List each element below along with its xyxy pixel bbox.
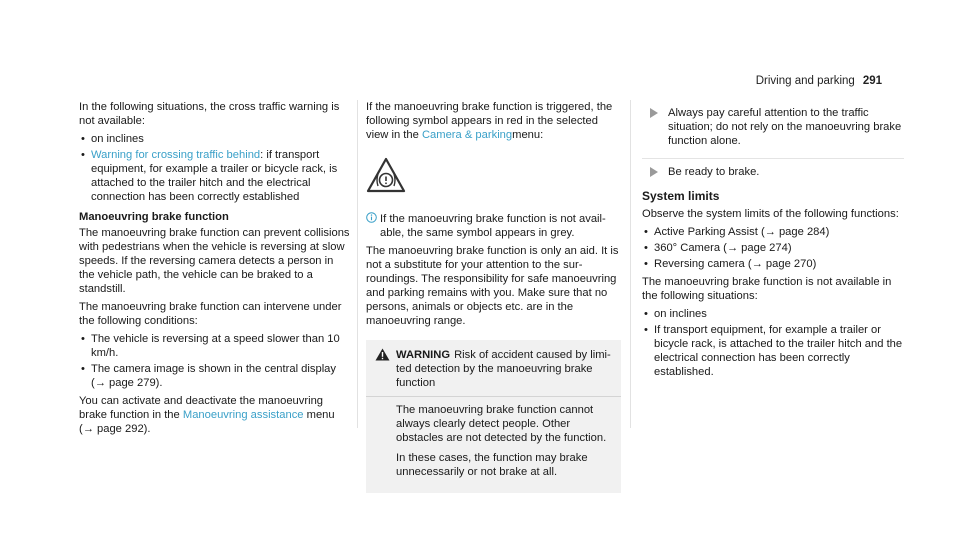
- conditions-list: [79, 332, 351, 390]
- section-heading: Manoeuvring brake function: [79, 211, 229, 223]
- page-number: 291: [862, 75, 882, 87]
- instruction-step: Always pay careful attention to the traffic situation; do not rely on the manoeuvring brake function alone.: [642, 106, 904, 148]
- brake-warning-symbol-icon: [366, 156, 406, 196]
- info-icon: [366, 212, 377, 223]
- list-item: • The camera image is shown in the central display (→ page 279).: [79, 362, 351, 390]
- warning-icon: [375, 348, 390, 361]
- warning-body: [366, 397, 621, 493]
- paragraph: If the manoeuvring brake function is triggered, the following symbol appears in red in the selected view in the Camera & parkingmenu:: [366, 101, 613, 141]
- warning-box: [366, 340, 621, 493]
- paragraph: The manoeuvring brake function is only an aid. It is not a substitute for your attention to the surroundings. The responsibility for safe manoeuvring and parking remains with you. Make sure that no persons, animals or objects etc. are in the manoeuvring range.: [366, 245, 619, 327]
- camera-parking-link[interactable]: Camera & parking: [421, 129, 513, 141]
- situations-list: [642, 307, 904, 379]
- warning-header: [366, 340, 621, 397]
- instruction-step: Be ready to brake.: [642, 165, 904, 179]
- functions-list: [642, 225, 904, 271]
- section-title: Driving and parking: [755, 75, 855, 87]
- paragraph: You can activate and deactivate the manoeuvring brake function in the Manoeuvring assistance menu (→ page 292).: [79, 395, 335, 435]
- list-item: • on inclines: [642, 307, 904, 321]
- step-arrow-icon: [650, 108, 658, 118]
- list-item: • 360° Camera (→ page 274): [642, 241, 904, 255]
- info-note: If the manoeuvring brake function is not available, the same symbol appears in grey.: [366, 212, 621, 240]
- warning-title: Risk of accident caused by limited detection by the manoeuvring brake function: [396, 349, 611, 389]
- column-middle: [366, 100, 621, 493]
- paragraph: The manoeuvring brake function is not available in the following situations:: [642, 276, 892, 302]
- paragraph: In these cases, the function may brake unnecessarily or not brake at all.: [396, 452, 588, 478]
- column-divider: [357, 100, 358, 428]
- section-heading: System limits: [642, 189, 720, 203]
- column-right: [642, 100, 904, 383]
- list-item: • The vehicle is reversing at a speed slower than 10 km/h.: [79, 332, 351, 360]
- list-item: • Reversing camera (→ page 270): [642, 257, 904, 271]
- paragraph: The manoeuvring brake function cannot always clearly detect people. Other obstacles are not detected by the function.: [396, 404, 607, 444]
- column-left: [79, 100, 351, 440]
- step-arrow-icon: [650, 167, 658, 177]
- page-header: [756, 74, 882, 88]
- list-item: • Active Parking Assist (→ page 284): [642, 225, 904, 239]
- paragraph: The manoeuvring brake function can intervene under the following conditions:: [79, 301, 342, 327]
- paragraph: Observe the system limits of the following functions:: [642, 208, 899, 220]
- column-divider: [630, 100, 631, 428]
- unavailable-list: [79, 132, 351, 204]
- crossing-traffic-link[interactable]: Warning for crossing traffic behind: [91, 149, 261, 161]
- manoeuvring-assistance-link[interactable]: Manoeuvring assistance: [182, 409, 304, 421]
- warning-label: WARNING: [396, 349, 451, 361]
- list-item: • on inclines: [79, 132, 351, 146]
- list-item: • If transport equipment, for example a trailer or bicycle rack, is attached to the trailer hitch and the electrical connection has been correctly established.: [642, 323, 904, 379]
- paragraph: The manoeuvring brake function can prevent collisions with pedestrians when the vehicle is reversing at slow speeds. If the reversing camera detects a person in the vehicle path, the vehicle can be braked to a standstill.: [79, 227, 350, 295]
- list-item: • Warning for crossing traffic behind: if transport equipment, for example a trailer or bicycle rack, is attached to the trailer hitch and the electrical connection has been correctly established: [79, 148, 351, 204]
- intro-text: In the following situations, the cross traffic warning is not available:: [79, 101, 340, 127]
- divider: [642, 158, 904, 159]
